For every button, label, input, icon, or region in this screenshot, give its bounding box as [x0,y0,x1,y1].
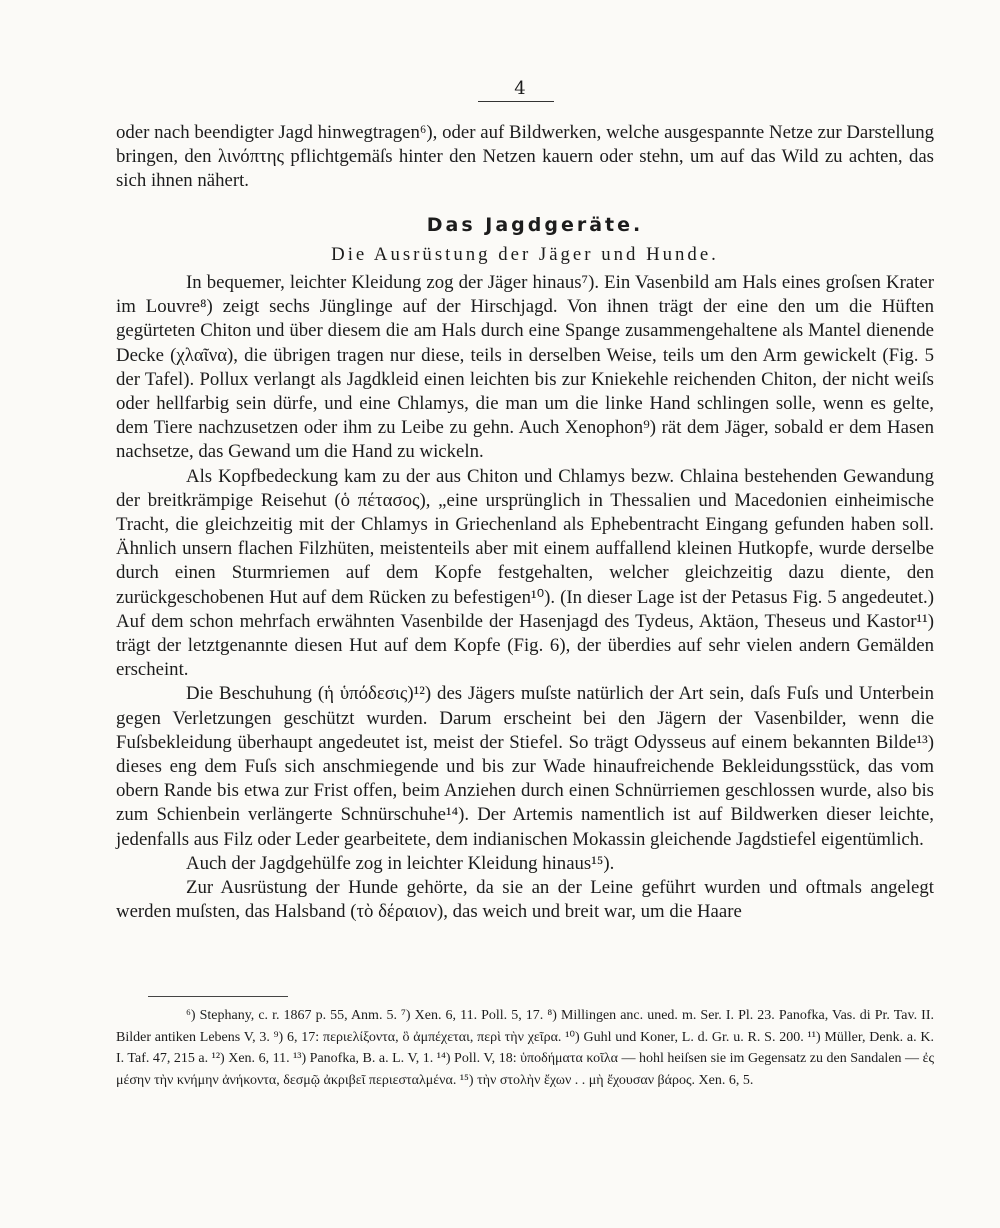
paragraph-dogs: Zur Ausrüstung der Hunde gehörte, da sie an der Leine geführt wurden und oftmals angelegt werden muſsten, das Halsband (τὸ δέραιον), das weich und breit war, um die Haare [116,877,934,923]
page-number: 4 [514,78,526,99]
paragraph-headwear: Als Kopfbedeckung kam zu der aus Chiton und Chlamys bezw. Chlaina bestehenden Gewandung der breitkrämpige Reisehut (ὁ πέτασος), „eine ursprünglich in Thessalien und Macedonien einheimische Tracht, die gleichzeitig mit der Chlamys in Griechenland als Ephebentracht Eingang gefunden haben soll. Ähnlich unsern flachen Filzhüten, meistenteils aber mit einem auffallend kleinen Hutkopfe, wurde derselbe durch einen Sturmriemen auf dem Kopfe festgehalten, welcher gleichzeitig dazu diente, den zurückgeschobenen Hut auf dem Rücken zu befestigen¹⁰). (In dieser Lage ist der Petasus Fig. 5 angedeutet.) Auf dem schon mehrfach erwähnten Vasenbilde der Hasenjagd des Tydeus, Aktäon, Theseus und Kastor¹¹) trägt der letztgenannte diesen Hut auf dem Kopfe (Fig. 6), der überdies auf sehr vielen andern Gemälden erscheint. [116,465,934,681]
body-text [116,121,934,925]
paragraph-footwear: Die Beschuhung (ἡ ὑπόδεσις)¹²) des Jägers muſste natürlich der Art sein, daſs Fuſs und Unterbein gegen Verletzungen geschützt wurden. Darum erscheint bei den Jägern der Vasenbilder, wenn die Fuſsbekleidung überhaupt angedeutet ist, meist der Stiefel. So trägt Odysseus auf einem bekannten Bilde¹³) dieses eng dem Fuſs sich anschmiegende und bis zur Wade hinaufreichende Bekleidungsstück, das vom obern Rande bis etwa zur Frist offen, beim Anziehen durch einen Schnürriemen geschlossen wurde, also bis zum Schienbein verlängerte Schnürschuhe¹⁴). Der Artemis namentlich ist auf Bildwerken dieser leichte, jedenfalls aus Filz oder Leder gearbeitete, dem indianischen Mokassin gleichende Jagdstiefel eigentümlich. [116,683,934,850]
paragraph-continuation: oder nach beendigter Jagd hinwegtragen⁶), oder auf Bildwerken, welche ausgespannte Netze zur Darstellung bringen, den λινόπτης pflichtgemäſs hinter den Netzen kauern oder stehn, um auf das Wild zu achten, das sich ihnen nähert. [116,122,934,192]
footnotes [116,1005,934,1091]
page-number-rule [478,101,554,102]
paragraph-assistant: Auch der Jagdgehülfe zog in leichter Kleidung hinaus¹⁵). [186,852,615,874]
paragraph-clothing: In bequemer, leichter Kleidung zog der Jäger hinaus⁷). Ein Vasenbild am Hals eines groſsen Krater im Louvre⁸) zeigt sechs Jünglinge auf der Hirschjagd. Von ihnen trägt der eine den um die Hüften gegürteten Chiton und über diesem die am Hals durch eine Spange zusammengehaltene als Mantel dienende Decke (χλαῖνα), die übrigen tragen nur diese, teils in derselben Weise, teils um den Arm gewickelt (Fig. 5 der Tafel). Pollux verlangt als Jagdkleid einen leichten bis zur Kniekehle reichenden Chiton, der nicht weiſs oder hellfarbig sein dürfe, und eine Chlamys, die man um die linke Hand schlingen solle, wenn es gelte, dem Tiere nachzusetzen oder ihm zu Leibe zu gehn. Auch Xenophon⁹) rät dem Jäger, sobald er dem Hasen nachsetze, das Gewand um die Hand zu wickeln. [116,272,934,463]
section-subheading: Die Ausrüstung der Jäger und Hunde. [331,243,719,265]
section-heading: Das Jagdgeräte. [426,213,644,236]
footnote-block: ⁶) Stephany, c. r. 1867 p. 55, Anm. 5. ⁷) Xen. 6, 11. Poll. 5, 17. ⁸) Millingen anc. uned. m. Ser. I. Pl. 23. Panofka, Vas. di Pr. Tav. II. Bilder antiken Lebens V, 3. ⁹) 6, 17: περιελίξοντα, ὃ ἀμπέχεται, περὶ τὴν χεῖρα. ¹⁰) Guhl und Koner, L. d. Gr. u. R. S. 200. ¹¹) Müller, Denk. a. K. I. Taf. 47, 215 a. ¹²) Xen. 6, 11. ¹³) Panofka, B. a. L. V, 1. ¹⁴) Poll. V, 18: ὑποδήματα κοῖλα — hohl heiſsen sie im Gegensatz zu den Sandalen — ἐς μέσην τὴν κνήμην ἀνήκοντα, δεσμῷ ἀκριβεῖ περιεσταλμένα. ¹⁵) τὴν στολὴν ἔχων . . μὴ ἔχουσαν βάρος. Xen. 6, 5. [116,1008,934,1088]
footnote-rule [148,996,288,997]
